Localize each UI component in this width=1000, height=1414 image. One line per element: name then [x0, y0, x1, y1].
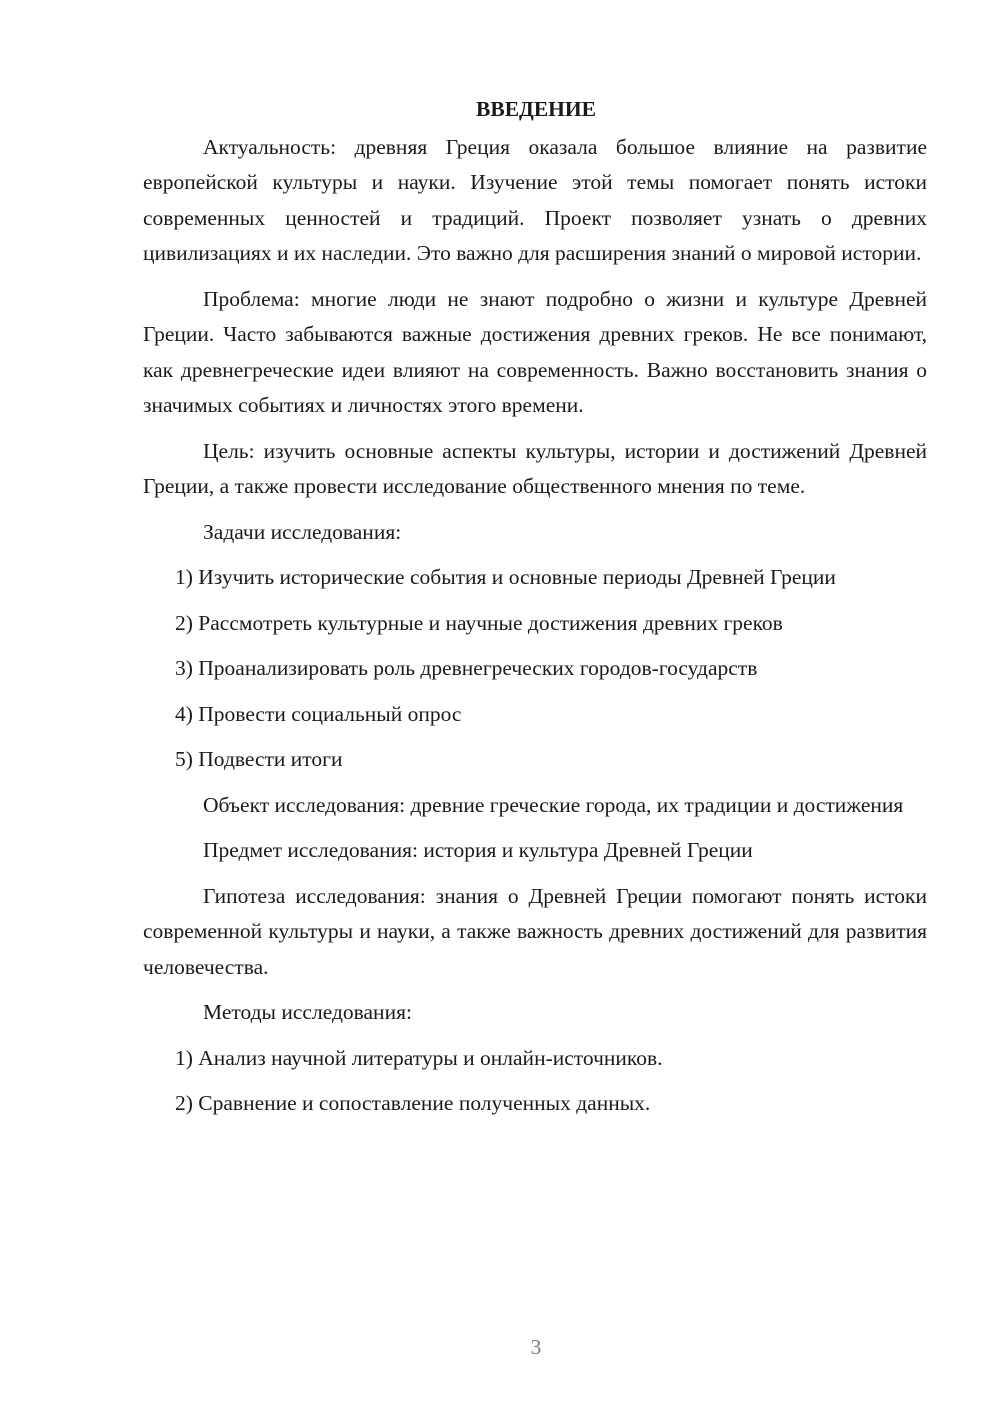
list-item: 3) Проанализировать роль древнегреческих городов-государств [175, 656, 758, 680]
document-body [143, 92, 927, 1132]
hypothesis-paragraph: Гипотеза исследования: знания о Древней Греции помогают понять истоки современной культуры и науки, а также важность древних достижений для развития человечества. [143, 883, 927, 979]
subject-paragraph: Предмет исследования: история и культура Древней Греции [203, 838, 753, 862]
list-item: 1) Анализ научной литературы и онлайн-источников. [175, 1045, 663, 1070]
methods-list [143, 1041, 927, 1122]
list-item: 4) Провести социальный опрос [175, 701, 462, 726]
list-item: 2) Рассмотреть культурные и научные достижения древних греков [175, 610, 783, 635]
list-item: 5) Подвести итоги [175, 747, 343, 771]
page-number: 3 [530, 1335, 542, 1359]
page-title: ВВЕДЕНИЕ [476, 97, 596, 121]
list-item: 1) Изучить исторические события и основные периоды Древней Греции [175, 565, 836, 589]
tasks-heading: Задачи исследования: [203, 519, 402, 544]
methods-heading: Методы исследования: [203, 1000, 412, 1024]
tasks-list [143, 560, 927, 778]
object-paragraph: Объект исследования: древние греческие города, их традиции и достижения [203, 792, 904, 817]
relevance-paragraph: Актуальность: древняя Греция оказала большое влияние на развитие европейской культуры и науки. Изучение этой темы помогает понять истоки современных ценностей и традиций. Проект позволяет узнать о древних цивилизациях и их наследии. Это важно для расширения знаний о мировой истории. [143, 134, 927, 265]
problem-paragraph: Проблема: многие люди не знают подробно о жизни и культуре Древней Греции. Часто забываются важные достижения древних греков. Не все понимают, как древнегреческие идеи влияют на современность. Важно восстановить знания о значимых событиях и личностях этого времени. [143, 286, 927, 417]
goal-paragraph: Цель: изучить основные аспекты культуры, истории и достижений Древней Греции, а также провести исследование общественного мнения по теме. [143, 438, 927, 498]
list-item: 2) Сравнение и сопоставление полученных данных. [175, 1091, 651, 1115]
